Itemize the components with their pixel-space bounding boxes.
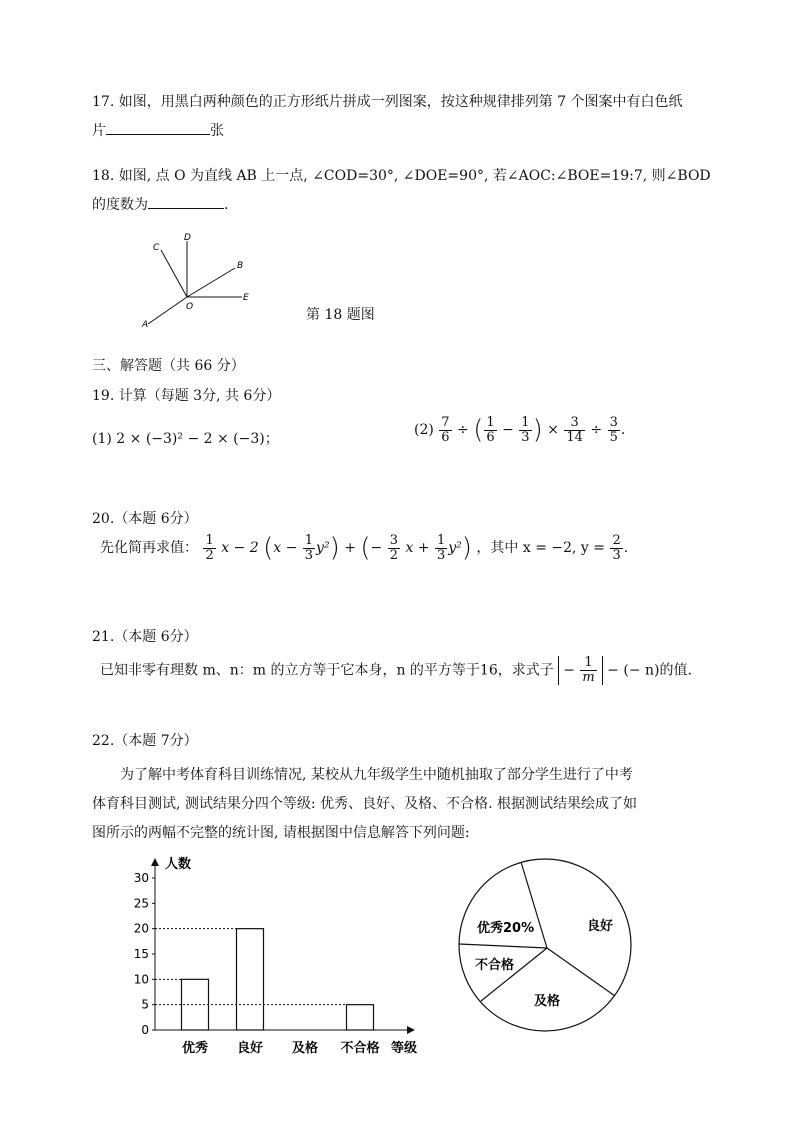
q18-line2: [92, 194, 228, 214]
frac-1-2: $\frac{1}{2}$: [205, 532, 214, 563]
q21-text: 已知非零有理数 m、n：m 的立方等于它本身，n 的平方等于16，求式子 − $\frac{1}{m}$ − (− n)的值.: [100, 655, 692, 685]
label-d: D: [184, 233, 191, 243]
frac-1-6: $\frac{1}{6}$: [486, 414, 495, 445]
q20-expression: 先化简再求值： $\frac{1}{2}$ x − 2 (x − $\frac{1}{3}$ y²) + (− $\frac{3}{2}$ x + $\frac{1}{3}$ y²) ，其中 x = −2, y = $\frac{2}{3}$ .: [100, 532, 629, 563]
y-tick-label: 25: [133, 896, 149, 911]
frac-1-m: $\frac{1}{m}$: [582, 655, 595, 685]
q20-condition: ，其中 x = −2, y =: [476, 540, 606, 556]
q18-line2-pre: 的度数为: [92, 197, 148, 213]
y-axis-arrow: [151, 858, 159, 866]
q18-line1: 18. 如图, 点 O 为直线 AB 上一点, ∠COD=30°, ∠DOE=90°, 若∠AOC:∠BOE=19:7, 则∠BOD: [92, 168, 711, 184]
op-times: ×: [547, 422, 559, 438]
q17-line2: [92, 120, 224, 140]
bar-良好: [237, 929, 264, 1030]
q19-part1: [92, 428, 279, 448]
label-e: E: [243, 293, 249, 303]
label-a: A: [142, 320, 149, 330]
section-3-title: 三、解答题（共 66 分）: [92, 358, 245, 374]
slice-label-2: 不合格: [475, 958, 515, 973]
slice-label-1: 良好: [587, 919, 614, 934]
q21-title: 21.（本题 6分）: [92, 629, 198, 645]
y-tick-label: 0: [141, 1023, 149, 1037]
x-tick-label: 优秀: [181, 1041, 209, 1056]
slice-label-3: 及格: [534, 994, 561, 1009]
frac-3-2: $\frac{3}{2}$: [389, 532, 398, 563]
frac-1-3-b: $\frac{1}{3}$: [436, 532, 446, 563]
label-c: C: [153, 243, 160, 253]
slice-label-0: 优秀20%: [477, 921, 535, 936]
q22-para-1: 为了解中考体育科目训练情况, 某校从九年级学生中随机抽取了部分学生进行了中考: [120, 767, 633, 783]
q20-intro: 先化简再求值：: [100, 540, 198, 556]
label-b: B: [237, 261, 244, 271]
q18-angle-figure: [140, 228, 270, 332]
q19-part1-expr: 2 × (−3)² − 2 × (−3)；: [116, 431, 279, 447]
q17-line2-pre: 片: [92, 123, 106, 139]
q22-para-3: 图所示的两幅不完整的统计图, 请根据图中信息解答下列问题:: [92, 825, 470, 841]
ray-oa: [148, 297, 187, 324]
x-tick-label: 不合格: [340, 1041, 380, 1056]
op-div: ÷: [457, 422, 469, 438]
frac-2-3: $\frac{2}{3}$: [612, 532, 621, 563]
y-tick-label: 10: [133, 972, 149, 987]
y-tick-label: 5: [141, 997, 149, 1012]
q21-rest: − (− n): [607, 662, 660, 679]
x-axis-label: 等级: [391, 1041, 418, 1056]
frac-3-5: $\frac{3}{5}$: [609, 414, 618, 445]
q17-answer-blank[interactable]: [106, 120, 210, 135]
label-o: O: [186, 302, 194, 312]
q18-line2-post: .: [224, 197, 229, 213]
q19-part1-label: (1): [92, 431, 112, 447]
q21-statement: 已知非零有理数 m、n：m 的立方等于它本身，n 的平方等于16，求式子: [100, 662, 554, 679]
bar-chart: [125, 850, 435, 1060]
frac-1-3: $\frac{1}{3}$: [521, 414, 530, 445]
q19-part2-label: (2): [414, 422, 434, 438]
y-tick-label: 20: [133, 921, 149, 936]
frac-1-3-a: $\frac{1}{3}$: [304, 532, 314, 563]
bar-不合格: [347, 1005, 374, 1030]
y-tick-label: 15: [133, 947, 149, 961]
q19-title: 19. 计算（每题 3分, 共 6分）: [92, 388, 281, 404]
x-tick-label: 良好: [236, 1041, 264, 1056]
q18-answer-blank[interactable]: [148, 194, 224, 209]
y-tick-label: 30: [133, 871, 149, 885]
frac-3-14: $\frac{3}{14}$: [566, 414, 583, 445]
q18-caption: 第 18 题图: [306, 307, 375, 323]
q21-abs-value: − $\frac{1}{m}$: [558, 656, 603, 685]
op-div-2: ÷: [590, 422, 603, 438]
ray-oc: [161, 250, 187, 297]
pie-chart: [455, 855, 645, 1045]
q22-title: 22.（本题 7分）: [92, 733, 198, 749]
op-minus: −: [502, 422, 514, 438]
q17-line1: 17. 如图，用黑白两种颜色的正方形纸片拼成一列图案，按这种规律排列第 7 个图案中有白色纸: [92, 94, 683, 110]
ray-ob: [187, 268, 235, 297]
q17-line2-post: 张: [210, 123, 224, 139]
q22-para-2: 体育科目测试, 测试结果分四个等级: 优秀、良好、及格、不合格. 根据测试结果绘成了如: [92, 796, 637, 812]
x-axis-arrow: [407, 1026, 415, 1034]
x-tick-label: 及格: [291, 1041, 319, 1056]
q19-part2: (2) $\frac{7}{6}$ ÷ ( $\frac{1}{6}$ − $\frac{1}{3}$ ) × $\frac{3}{14}$ ÷ $\frac{3}{5}$ .: [414, 414, 626, 445]
q20-title: 20.（本题 6分）: [92, 511, 198, 527]
y-axis-label: 人数: [165, 857, 192, 872]
frac-7-6: $\frac{7}{6}$: [441, 414, 450, 445]
